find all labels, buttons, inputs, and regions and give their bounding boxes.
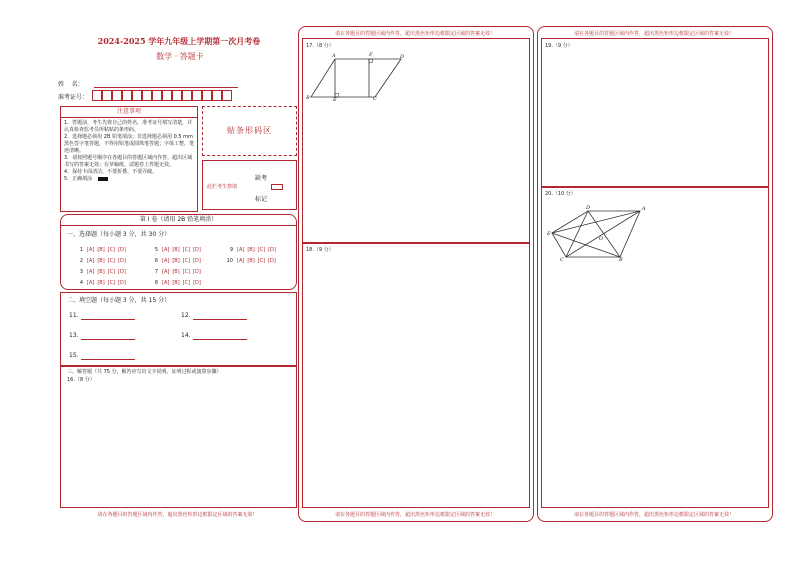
absent-text-1: 缺考 xyxy=(255,175,268,182)
mc-question-number: 5 xyxy=(154,247,158,253)
q20-label-o: O xyxy=(599,236,604,242)
solve-header: 三、解答题（共 75 分，解答应写出文字说明、证明过程或演算步骤） xyxy=(67,369,222,375)
mc-question-number: 3 xyxy=(79,269,83,275)
section1-title: 第 I 卷（请用 2B 铅笔填涂） xyxy=(61,215,296,226)
mc-option-bubble[interactable]: [B] xyxy=(172,269,180,275)
notice-item-4: 4．保持卡面清洁，不要折叠、不要弄破。 xyxy=(64,169,158,175)
mc-question-number: 6 xyxy=(154,258,158,264)
mc-option-bubble[interactable]: [A] xyxy=(237,247,245,253)
mc-option-bubble[interactable]: [A] xyxy=(162,280,170,286)
footer-warning-3: 请在各题目的答题区域内作答，超出黑色矩形边框限定区域的答案无效！ xyxy=(573,512,734,518)
mc-option-bubble[interactable]: [D] xyxy=(118,280,126,286)
mc-question-number: 10 xyxy=(226,258,233,264)
q18-label: 18.（9 分） xyxy=(306,247,334,253)
header-warning-3: 请在各题目的答题区域内作答，超出黑色矩形边框限定区域的答案无效！ xyxy=(573,31,734,37)
mc-option-bubble[interactable]: [A] xyxy=(87,269,95,275)
q20-label-d: D xyxy=(586,205,591,211)
mc-question-number: 1 xyxy=(79,247,83,253)
mc-option-bubble[interactable]: [D] xyxy=(268,258,276,264)
exam-id-label: 准考证号： xyxy=(58,94,89,101)
q17-parallelogram-figure xyxy=(307,53,407,105)
mc-option-bubble[interactable]: [D] xyxy=(193,269,201,275)
mc-option-bubble[interactable]: [C] xyxy=(107,258,116,264)
q17-label-d: D xyxy=(400,54,405,60)
mc-option-bubble[interactable]: [A] xyxy=(87,280,95,286)
mc-option-bubble[interactable]: [D] xyxy=(118,269,126,275)
mc-option-bubble[interactable]: [B] xyxy=(172,247,180,253)
mc-option-bubble[interactable]: [A] xyxy=(162,269,170,275)
q17-label-c: C xyxy=(373,96,377,102)
q12-label: 12. xyxy=(181,312,191,319)
mc-option-bubble[interactable]: [B] xyxy=(97,258,105,264)
q17-box[interactable] xyxy=(302,38,530,244)
mc-option-bubble[interactable]: [B] xyxy=(172,280,180,286)
mc-header: 一、选择题（每小题 3 分，共 30 分） xyxy=(67,231,171,238)
fill-header: 二、填空题（每小题 3 分，共 15 分） xyxy=(67,297,171,304)
mc-option-bubble[interactable]: [A] xyxy=(87,247,95,253)
barcode-label: 贴条形码区 xyxy=(227,126,272,135)
mc-question-number: 4 xyxy=(79,280,83,286)
q16-label: 16.（8 分） xyxy=(67,377,95,383)
q20-label-e: E xyxy=(547,231,551,237)
q20-label-a: A xyxy=(642,206,646,212)
column1-frame xyxy=(58,28,300,522)
q15-label: 15. xyxy=(69,352,79,359)
notice-item-2: 2．选择题必须用 2B 铅笔填涂；非选择题必须用 0.5 mm 黑色签字笔答题，不得用铅笔或圆珠笔答题；字体工整、笔迹清晰。 xyxy=(64,134,195,154)
header-warning-2: 请在各题目的答题区域内作答，超出黑色矩形边框限定区域的答案无效！ xyxy=(334,31,495,37)
mc-option-bubble[interactable]: [A] xyxy=(162,258,170,264)
q19-label: 19.（9 分） xyxy=(545,43,573,49)
q20-box[interactable] xyxy=(541,186,769,508)
q14-label: 14. xyxy=(181,332,191,339)
mc-question-number: 7 xyxy=(154,269,158,275)
notice-item-5: 5．正确填涂 xyxy=(64,176,93,182)
q17-label-e: E xyxy=(333,97,337,103)
mc-option-bubble[interactable]: [B] xyxy=(247,247,255,253)
mc-option-bubble[interactable]: [B] xyxy=(97,269,105,275)
notice-item-3: 3．请按照题号顺序在各题目的答题区域内作答，超出区域书写的答案无效；在草稿纸、试题卷上答题无效。 xyxy=(64,155,193,168)
mc-option-bubble[interactable]: [C] xyxy=(107,247,116,253)
q20-label-c: C xyxy=(560,257,564,263)
footer-warning-2: 请在各题目的答题区域内作答，超出黑色矩形边框限定区域的答案无效！ xyxy=(334,512,495,518)
mc-option-bubble[interactable]: [B] xyxy=(247,258,255,264)
notice-title: 注意事项 xyxy=(61,107,197,118)
mc-option-bubble[interactable]: [B] xyxy=(97,247,105,253)
mc-option-bubble[interactable]: [C] xyxy=(107,280,116,286)
notice-item-1: 1．答题前，考生先将自己的姓名，准考证号填写清楚，并认真检查监考员所粘贴的条形码。 xyxy=(64,120,193,133)
q13-label: 13. xyxy=(69,332,79,339)
q18-box[interactable] xyxy=(302,242,530,508)
mc-option-bubble[interactable]: [D] xyxy=(268,247,276,253)
absent-text-2: 标记 xyxy=(255,196,268,203)
mc-option-bubble[interactable]: [C] xyxy=(182,247,191,253)
exam-title: 2024-2025 学年九年级上学期第一次月考卷 xyxy=(97,36,261,46)
q17-label-b: B xyxy=(306,95,310,101)
mc-option-bubble[interactable]: [D] xyxy=(118,247,126,253)
mc-option-bubble[interactable]: [A] xyxy=(162,247,170,253)
sheet-subtitle: 数学 · 答题卡 xyxy=(156,52,204,61)
mc-option-bubble[interactable]: [D] xyxy=(193,258,201,264)
absent-label: 此栏考生禁填 xyxy=(207,184,238,190)
name-label: 姓 名： xyxy=(58,81,84,88)
mc-option-bubble[interactable]: [D] xyxy=(193,280,201,286)
mc-question-number: 9 xyxy=(229,247,233,253)
mc-option-bubble[interactable]: [C] xyxy=(257,247,266,253)
q17-label-a: A xyxy=(332,53,336,59)
footer-warning-1: 请在各题目的答题区域内作答，超出黑色矩形边框限定区域的答案无效！ xyxy=(97,512,258,518)
mc-option-bubble[interactable]: [C] xyxy=(257,258,266,264)
q20-quadrilateral-figure xyxy=(548,203,648,263)
mc-option-bubble[interactable]: [C] xyxy=(107,269,116,275)
mc-option-bubble[interactable]: [C] xyxy=(182,269,191,275)
q17-label: 17.（8 分） xyxy=(306,43,334,49)
mc-question-number: 2 xyxy=(79,258,83,264)
q19-box[interactable] xyxy=(541,38,769,188)
mc-option-bubble[interactable]: [B] xyxy=(97,280,105,286)
mc-option-bubble[interactable]: [A] xyxy=(87,258,95,264)
mc-option-bubble[interactable]: [D] xyxy=(193,247,201,253)
mc-option-bubble[interactable]: [D] xyxy=(118,258,126,264)
mc-question-number: 8 xyxy=(154,280,158,286)
mc-option-bubble[interactable]: [C] xyxy=(182,258,191,264)
q11-label: 11. xyxy=(69,312,79,319)
mc-option-bubble[interactable]: [B] xyxy=(172,258,180,264)
q17-label-f: F xyxy=(369,52,373,58)
q20-label-b: B xyxy=(619,257,623,263)
q20-label: 20.（10 分） xyxy=(545,191,576,197)
mc-option-bubble[interactable]: [A] xyxy=(237,258,245,264)
mc-option-bubble[interactable]: [C] xyxy=(182,280,191,286)
